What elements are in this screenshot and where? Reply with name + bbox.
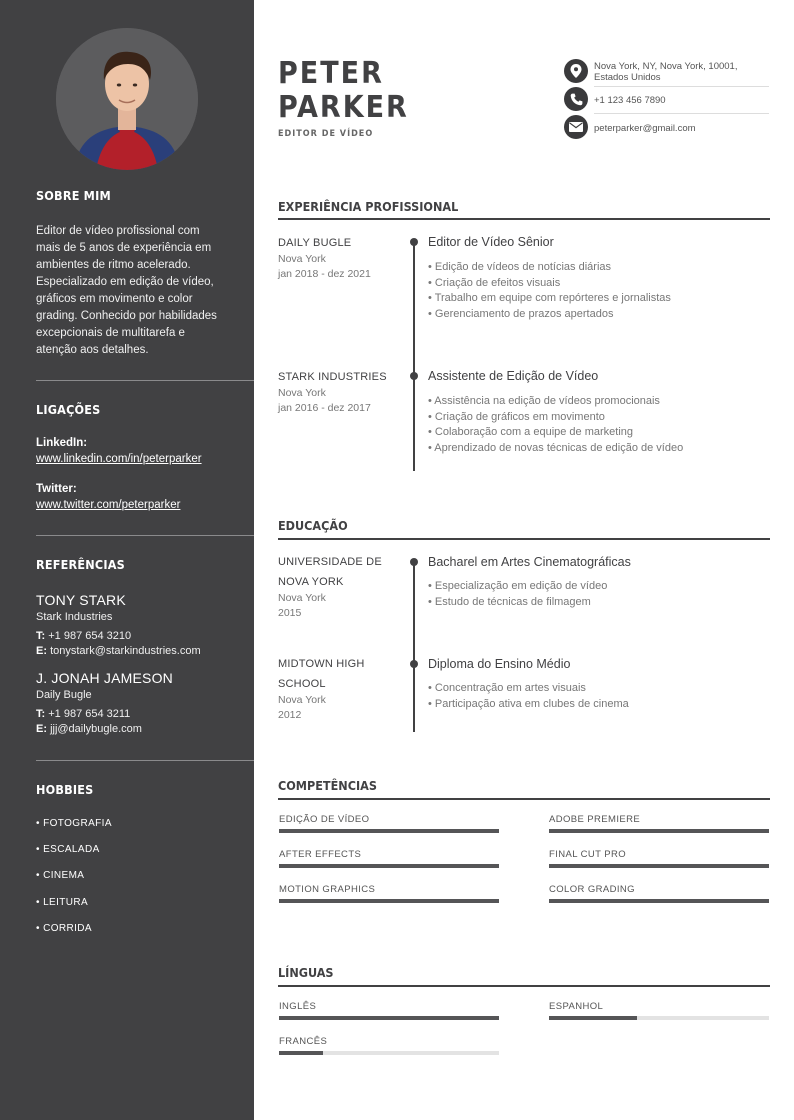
- skill-bar: [279, 899, 499, 903]
- language-label: INGLÊS: [279, 1001, 317, 1012]
- timeline-dot: [410, 558, 418, 566]
- section-rule: [278, 538, 770, 540]
- section-rule: [278, 798, 770, 800]
- employment-dates: jan 2018 - dez 2021: [278, 268, 371, 280]
- skill-bar: [549, 899, 769, 903]
- school-name: UNIVERSIDADE DE: [278, 556, 382, 568]
- duty-item: • Gerenciamento de prazos apertados: [428, 307, 614, 320]
- languages-title: LÍNGUAS: [278, 965, 334, 980]
- references-title: REFERÊNCIAS: [36, 557, 125, 572]
- sidebar: [0, 0, 254, 1120]
- hobbies-title: HOBBIES: [36, 782, 94, 797]
- graduation-year: 2015: [278, 607, 302, 619]
- reference-name: J. JONAH JAMESON: [36, 670, 173, 686]
- degree-title: Diploma do Ensino Médio: [428, 657, 571, 671]
- divider: [594, 113, 769, 114]
- reference-phone: T: +1 987 654 3210: [36, 630, 132, 642]
- hobby-item: • FOTOGRAFIA: [36, 818, 112, 829]
- divider: [36, 535, 254, 536]
- hobby-item: • CORRIDA: [36, 923, 92, 934]
- skill-bar-fill: [549, 829, 769, 833]
- timeline-dot: [410, 660, 418, 668]
- address-line: Estados Unidos: [594, 72, 661, 83]
- timeline-line: [413, 562, 415, 732]
- duty-item: • Trabalho em equipe com repórteres e jornalistas: [428, 292, 671, 304]
- school-name: NOVA YORK: [278, 576, 344, 588]
- degree-details: [428, 579, 607, 610]
- language-bar-fill: [549, 1016, 637, 1020]
- language-bar: [279, 1051, 499, 1055]
- section-rule: [278, 985, 770, 987]
- detail-item: • Concentração em artes visuais: [428, 682, 586, 694]
- skill-bar: [279, 864, 499, 868]
- detail-item: • Estudo de técnicas de filmagem: [428, 595, 591, 608]
- school-location: Nova York: [278, 694, 326, 706]
- skills-title: COMPETÊNCIAS: [278, 778, 377, 793]
- timeline-line: [413, 242, 415, 471]
- linkedin-link[interactable]: www.linkedin.com/in/peterparker: [36, 453, 202, 465]
- job-duties: [428, 260, 671, 322]
- first-name: PETER: [278, 56, 384, 91]
- skill-label: FINAL CUT PRO: [549, 849, 626, 860]
- language-bar: [549, 1016, 769, 1020]
- skill-label: EDIÇÃO DE VÍDEO: [279, 814, 370, 825]
- last-name: PARKER: [278, 90, 409, 125]
- reference-email: E: tonystark@starkindustries.com: [36, 645, 201, 657]
- duty-item: • Aprendizado de novas técnicas de edição de vídeo: [428, 441, 684, 454]
- duty-item: • Edição de vídeos de notícias diárias: [428, 261, 612, 273]
- skill-label: ADOBE PREMIERE: [549, 814, 641, 825]
- divider: [594, 86, 769, 87]
- language-label: FRANCÊS: [279, 1036, 328, 1047]
- skill-label: MOTION GRAPHICS: [279, 884, 376, 895]
- phone-number: +1 123 456 7890: [594, 95, 666, 106]
- twitter-label: Twitter:: [36, 483, 77, 495]
- email-address[interactable]: peterparker@gmail.com: [594, 123, 696, 134]
- employer-name: STARK INDUSTRIES: [278, 371, 387, 383]
- duty-item: • Criação de gráficos em movimento: [428, 410, 605, 423]
- reference-name: TONY STARK: [36, 592, 126, 608]
- address-line: Nova York, NY, Nova York, 10001,: [594, 61, 738, 72]
- skill-bar: [279, 829, 499, 833]
- school-location: Nova York: [278, 592, 326, 604]
- language-label: ESPANHOL: [549, 1001, 604, 1012]
- language-bar-fill: [279, 1016, 499, 1020]
- map-pin-icon: [564, 59, 588, 83]
- job-duties: [428, 394, 683, 456]
- divider: [36, 380, 254, 381]
- degree-title: Bacharel em Artes Cinematográficas: [428, 555, 631, 569]
- education-title: EDUCAÇÃO: [278, 518, 348, 533]
- reference-company: Daily Bugle: [36, 689, 92, 701]
- graduation-year: 2012: [278, 709, 302, 721]
- hobby-item: • ESCALADA: [36, 844, 100, 855]
- divider: [36, 760, 254, 761]
- envelope-icon: [564, 115, 588, 139]
- phone-icon: [564, 87, 588, 111]
- about-text: Editor de vídeo profissional com mais de 5 anos de experiência em ambientes de ritmo acelerado. Especializado em edição de vídeo, gráficos em movimento e color grading. Conhecido por habilidades excepcionais de multitarefa e atenção aos detalhes.: [36, 225, 217, 356]
- about-title: SOBRE MIM: [36, 188, 111, 203]
- detail-item: • Participação ativa em clubes de cinema: [428, 697, 629, 710]
- reference-phone: T: +1 987 654 3211: [36, 708, 131, 720]
- duty-item: • Assistência na edição de vídeos promocionais: [428, 395, 660, 407]
- job-title: Assistente de Edição de Vídeo: [428, 369, 599, 383]
- degree-details: [428, 681, 629, 712]
- linkedin-label: LinkedIn:: [36, 437, 88, 449]
- job-title: Editor de Vídeo Sênior: [428, 235, 554, 249]
- profile-photo: [56, 28, 198, 170]
- skill-bar-fill: [279, 829, 499, 833]
- timeline-dot: [410, 238, 418, 246]
- hobby-item: • CINEMA: [36, 870, 85, 881]
- school-name: MIDTOWN HIGH: [278, 658, 365, 670]
- employer-location: Nova York: [278, 253, 326, 265]
- employment-dates: jan 2016 - dez 2017: [278, 402, 371, 414]
- skill-label: AFTER EFFECTS: [279, 849, 362, 860]
- language-bar: [279, 1016, 499, 1020]
- section-rule: [278, 218, 770, 220]
- timeline-dot: [410, 372, 418, 380]
- language-bar-fill: [279, 1051, 323, 1055]
- skill-label: COLOR GRADING: [549, 884, 635, 895]
- detail-item: • Especialização em edição de vídeo: [428, 580, 608, 592]
- skill-bar: [549, 829, 769, 833]
- job-role: EDITOR DE VÍDEO: [278, 129, 374, 139]
- twitter-link[interactable]: www.twitter.com/peterparker: [36, 499, 181, 511]
- school-name: SCHOOL: [278, 678, 326, 690]
- links-title: LIGAÇÕES: [36, 402, 101, 417]
- skill-bar-fill: [279, 864, 499, 868]
- employer-name: DAILY BUGLE: [278, 237, 352, 249]
- experience-title: EXPERIÊNCIA PROFISSIONAL: [278, 199, 459, 214]
- duty-item: • Criação de efeitos visuais: [428, 276, 561, 289]
- hobby-item: • LEITURA: [36, 897, 89, 908]
- skill-bar: [549, 864, 769, 868]
- reference-company: Stark Industries: [36, 611, 113, 623]
- employer-location: Nova York: [278, 387, 326, 399]
- reference-email: E: jjj@dailybugle.com: [36, 723, 142, 735]
- skill-bar-fill: [279, 899, 499, 903]
- skill-bar-fill: [549, 899, 769, 903]
- duty-item: • Colaboração com a equipe de marketing: [428, 426, 634, 438]
- skill-bar-fill: [549, 864, 769, 868]
